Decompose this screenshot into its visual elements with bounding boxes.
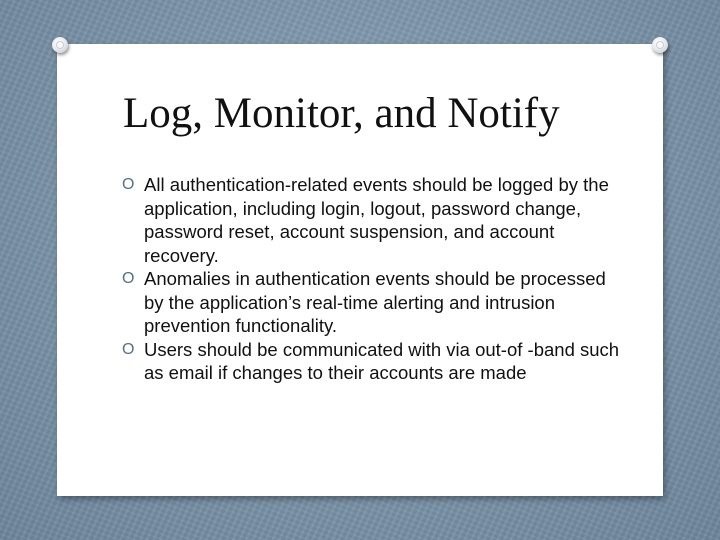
bullet-marker-icon: O xyxy=(122,340,135,358)
bullet-text: All authentication-related events should be logged by the application, including login, logout, password change, password reset, account suspension, and account recovery. xyxy=(144,174,609,266)
bullet-item xyxy=(122,173,622,267)
bullet-text: Users should be communicated with via out-of -band such as email if changes to their accounts are made xyxy=(144,338,620,383)
pushpin-icon xyxy=(652,37,668,53)
bullet-marker-icon: O xyxy=(122,176,135,193)
bullet-item xyxy=(122,267,622,338)
slide-title: Log, Monitor, and Notify xyxy=(123,90,560,137)
pushpin-icon xyxy=(52,37,68,53)
bullet-marker-icon: O xyxy=(122,270,135,287)
bullet-list xyxy=(122,173,622,385)
bullet-text: Anomalies in authentication events should be processed by the application’s real-time alerting and intrusion prevention functionality. xyxy=(144,268,606,336)
bullet-item xyxy=(122,338,622,385)
